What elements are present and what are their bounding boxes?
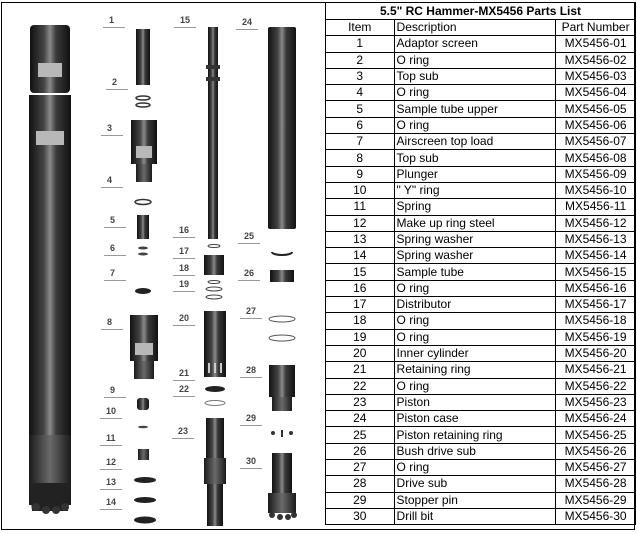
callout-label: 29: [246, 413, 257, 423]
callout-leader-line: [101, 135, 123, 136]
callout-leader-line: [100, 509, 122, 510]
callout-label: 15: [180, 15, 191, 25]
callout-leader-line: [100, 489, 122, 490]
table-row: [326, 460, 636, 476]
callout-leader-line: [173, 291, 195, 292]
parts-list-table: [325, 2, 636, 525]
callout-label: 17: [179, 246, 190, 256]
item-cell: 26: [326, 443, 395, 459]
table-row: [326, 264, 636, 280]
description-cell: Piston retaining ring: [394, 427, 556, 443]
header-item: Item: [326, 20, 395, 36]
callout-label: 23: [178, 426, 189, 436]
hammer-exploded-view-drawing: [2, 3, 326, 529]
item-cell: 17: [326, 297, 395, 313]
description-cell: Retaining ring: [394, 362, 556, 378]
table-row: [326, 394, 636, 410]
item-cell: 23: [326, 394, 395, 410]
callout-leader-line: [104, 280, 126, 281]
callout-label: 22: [179, 384, 190, 394]
callout-label: 13: [106, 477, 117, 487]
description-cell: O ring: [394, 117, 556, 133]
callout-leader-line: [104, 397, 126, 398]
description-cell: O ring: [394, 85, 556, 101]
table-row: [326, 117, 636, 133]
item-cell: 4: [326, 85, 395, 101]
callout-label: 7: [110, 268, 116, 278]
table-row: [326, 329, 636, 345]
callout-leader-line: [172, 438, 194, 439]
callout-leader-line: [173, 325, 195, 326]
description-cell: O ring: [394, 313, 556, 329]
part-number-cell: MX5456-06: [556, 117, 636, 133]
item-cell: 10: [326, 182, 395, 198]
description-cell: Make up ring steel: [394, 215, 556, 231]
description-cell: O ring: [394, 460, 556, 476]
description-cell: Top sub: [394, 150, 556, 166]
table-row: [326, 199, 636, 215]
callout-leader-line: [238, 243, 260, 244]
parts-list-table-container: [325, 2, 636, 525]
description-cell: Drive sub: [394, 476, 556, 492]
part-number-cell: MX5456-03: [556, 68, 636, 84]
callout-label: 4: [107, 175, 113, 185]
description-cell: Bush drive sub: [394, 443, 556, 459]
table-row: [326, 85, 636, 101]
table-row: [326, 52, 636, 68]
callout-label: 20: [179, 313, 190, 323]
table-row: [326, 492, 636, 508]
table-title: 5.5" RC Hammer-MX5456 Parts List: [326, 3, 636, 20]
callout-leader-line: [173, 275, 195, 276]
callout-label: 27: [246, 306, 257, 316]
description-cell: Adaptor screen: [394, 36, 556, 52]
callout-label: 19: [179, 279, 190, 289]
callout-leader-line: [173, 380, 195, 381]
table-row: [326, 280, 636, 296]
callout-leader-line: [240, 425, 262, 426]
description-cell: Distributor: [394, 297, 556, 313]
description-cell: " Y" ring: [394, 182, 556, 198]
table-row: [326, 345, 636, 361]
item-cell: 25: [326, 427, 395, 443]
callout-leader-line: [174, 27, 196, 28]
part-number-cell: MX5456-20: [556, 345, 636, 361]
part-number-cell: MX5456-10: [556, 182, 636, 198]
part-number-cell: MX5456-18: [556, 313, 636, 329]
description-cell: O ring: [394, 52, 556, 68]
part-number-cell: MX5456-02: [556, 52, 636, 68]
part-number-cell: MX5456-11: [556, 199, 636, 215]
item-cell: 30: [326, 508, 395, 524]
part-number-cell: MX5456-29: [556, 492, 636, 508]
item-cell: 11: [326, 199, 395, 215]
table-row: [326, 313, 636, 329]
callout-label: 3: [107, 123, 113, 133]
item-cell: 5: [326, 101, 395, 117]
callout-leader-line: [103, 27, 125, 28]
description-cell: Top sub: [394, 68, 556, 84]
callout-leader-line: [100, 469, 122, 470]
table-row: [326, 36, 636, 52]
description-cell: Piston case: [394, 411, 556, 427]
callout-label: 30: [246, 456, 257, 466]
callout-label: 18: [179, 263, 190, 273]
header-part-number: Part Number: [556, 20, 636, 36]
table-row: [326, 248, 636, 264]
description-cell: Inner cylinder: [394, 345, 556, 361]
item-cell: 15: [326, 264, 395, 280]
description-cell: Stopper pin: [394, 492, 556, 508]
callout-label: 1: [109, 15, 115, 25]
callout-leader-line: [101, 187, 123, 188]
callout-leader-line: [104, 227, 126, 228]
table-row: [326, 443, 636, 459]
part-number-cell: MX5456-14: [556, 248, 636, 264]
part-number-cell: MX5456-09: [556, 166, 636, 182]
part-number-cell: MX5456-22: [556, 378, 636, 394]
description-cell: O ring: [394, 329, 556, 345]
callout-label: 9: [110, 385, 116, 395]
callout-leader-line: [173, 396, 195, 397]
callout-label: 28: [246, 365, 257, 375]
callout-label: 24: [242, 17, 253, 27]
callout-leader-line: [240, 377, 262, 378]
part-number-cell: MX5456-24: [556, 411, 636, 427]
part-number-cell: MX5456-17: [556, 297, 636, 313]
description-cell: Spring: [394, 199, 556, 215]
item-cell: 19: [326, 329, 395, 345]
table-row: [326, 362, 636, 378]
table-row: [326, 166, 636, 182]
exploded-parts-diagram: [2, 3, 326, 529]
part-number-cell: MX5456-07: [556, 134, 636, 150]
callout-leader-line: [106, 89, 128, 90]
callout-leader-line: [104, 255, 126, 256]
callout-label: 26: [244, 268, 255, 278]
callout-label: 21: [179, 368, 190, 378]
item-cell: 8: [326, 150, 395, 166]
item-cell: 2: [326, 52, 395, 68]
callout-label: 11: [106, 433, 116, 443]
description-cell: Piston: [394, 394, 556, 410]
item-cell: 21: [326, 362, 395, 378]
part-number-cell: MX5456-12: [556, 215, 636, 231]
part-number-cell: MX5456-13: [556, 231, 636, 247]
part-number-cell: MX5456-21: [556, 362, 636, 378]
table-body: [326, 36, 636, 525]
callout-label: 12: [106, 457, 117, 467]
callout-leader-line: [101, 329, 123, 330]
item-cell: 27: [326, 460, 395, 476]
description-cell: Sample tube: [394, 264, 556, 280]
parts-column-1-14: [130, 29, 158, 524]
table-row: [326, 182, 636, 198]
item-cell: 12: [326, 215, 395, 231]
item-cell: 7: [326, 134, 395, 150]
table-row: [326, 101, 636, 117]
part-number-cell: MX5456-26: [556, 443, 636, 459]
table-row: [326, 427, 636, 443]
callout-leader-line: [236, 29, 258, 30]
part-number-cell: MX5456-08: [556, 150, 636, 166]
header-description: Description: [394, 20, 556, 36]
table-header-row: [326, 20, 636, 36]
table-row: [326, 476, 636, 492]
callout-label: 25: [244, 231, 255, 241]
part-number-cell: MX5456-25: [556, 427, 636, 443]
table-row: [326, 215, 636, 231]
description-cell: Airscreen top load: [394, 134, 556, 150]
callout-label: 14: [106, 497, 117, 507]
description-cell: Spring washer: [394, 248, 556, 264]
description-cell: Plunger: [394, 166, 556, 182]
assembled-hammer: [29, 25, 71, 514]
table-row: [326, 150, 636, 166]
item-cell: 3: [326, 68, 395, 84]
part-number-cell: MX5456-04: [556, 85, 636, 101]
item-cell: 13: [326, 231, 395, 247]
callout-leader-line: [240, 468, 262, 469]
item-cell: 28: [326, 476, 395, 492]
callout-label: 2: [112, 77, 118, 87]
part-number-cell: MX5456-15: [556, 264, 636, 280]
callout-leader-line: [100, 445, 122, 446]
item-cell: 1: [326, 36, 395, 52]
part-number-cell: MX5456-19: [556, 329, 636, 345]
table-row: [326, 378, 636, 394]
callout-label: 6: [110, 243, 116, 253]
table-row: [326, 134, 636, 150]
callout-leader-line: [173, 258, 195, 259]
callout-label: 16: [179, 225, 190, 235]
callout-label: 10: [106, 406, 117, 416]
description-cell: Drill bit: [394, 508, 556, 524]
description-cell: Sample tube upper: [394, 101, 556, 117]
part-number-cell: MX5456-05: [556, 101, 636, 117]
callout-leader-line: [240, 318, 262, 319]
item-cell: 16: [326, 280, 395, 296]
table-title-row: [326, 3, 636, 20]
item-cell: 9: [326, 166, 395, 182]
table-row: [326, 297, 636, 313]
callout-leader-line: [173, 237, 195, 238]
item-cell: 20: [326, 345, 395, 361]
item-cell: 22: [326, 378, 395, 394]
description-cell: Spring washer: [394, 231, 556, 247]
part-number-cell: MX5456-01: [556, 36, 636, 52]
part-number-cell: MX5456-27: [556, 460, 636, 476]
table-row: [326, 411, 636, 427]
table-row: [326, 231, 636, 247]
item-cell: 6: [326, 117, 395, 133]
part-number-cell: MX5456-16: [556, 280, 636, 296]
description-cell: O ring: [394, 378, 556, 394]
item-cell: 18: [326, 313, 395, 329]
item-cell: 14: [326, 248, 395, 264]
part-number-cell: MX5456-30: [556, 508, 636, 524]
item-cell: 29: [326, 492, 395, 508]
description-cell: O ring: [394, 280, 556, 296]
item-cell: 24: [326, 411, 395, 427]
callout-label: 8: [107, 317, 113, 327]
table-row: [326, 508, 636, 524]
callout-leader-line: [238, 280, 260, 281]
part-number-cell: MX5456-28: [556, 476, 636, 492]
parts-column-15-23: [204, 27, 226, 526]
callout-label: 5: [110, 215, 116, 225]
part-number-cell: MX5456-23: [556, 394, 636, 410]
callout-leader-line: [100, 418, 122, 419]
table-row: [326, 68, 636, 84]
parts-column-24-30: [268, 27, 297, 520]
